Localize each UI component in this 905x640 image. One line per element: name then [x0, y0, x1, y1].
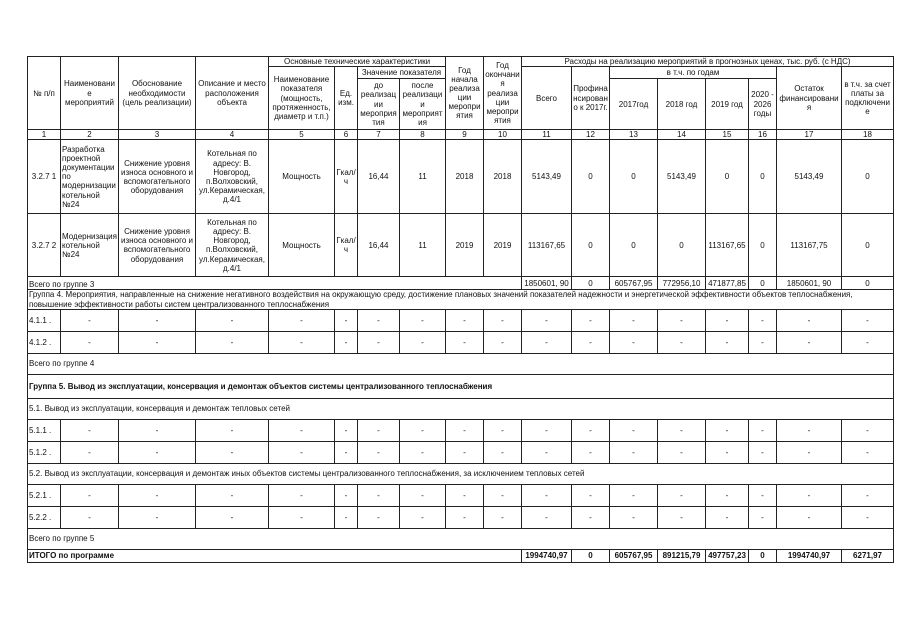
- hdr-by-years: в т.ч. по годам: [610, 67, 777, 79]
- colnum: 13: [610, 130, 658, 140]
- hdr-after: после реализации мероприятия: [400, 79, 446, 130]
- g3-2019: 471877,85: [706, 277, 749, 290]
- dash-cell: -: [61, 441, 119, 463]
- dash-cell: -: [749, 506, 777, 528]
- row-2018: 5143,49: [658, 140, 706, 214]
- row-num: 3.2.7 1: [28, 140, 61, 214]
- dash-cell: -: [572, 309, 610, 331]
- row-fee: 0: [842, 140, 894, 214]
- hdr-costs: Расходы на реализацию мероприятий в прогнозных ценах, тыс. руб. (с НДС): [522, 57, 894, 67]
- gt-2018: 891215,79: [658, 549, 706, 562]
- table-row: [28, 441, 894, 463]
- colnum: 6: [335, 130, 358, 140]
- hdr-2020-2026: 2020 - 2026 годы: [749, 79, 777, 130]
- g3-total: 1850601, 90: [522, 277, 572, 290]
- dash-cell: -: [777, 441, 842, 463]
- hdr-unit: Ед. изм.: [335, 67, 358, 130]
- dash-cell: -: [484, 506, 522, 528]
- table-row: [28, 140, 894, 214]
- hdr-param-name: Наименование показателя (мощность, протяженность, диаметр и т.п.): [269, 67, 335, 130]
- group4-title: Группа 4. Мероприятия, направленные на снижение негативного воздействия на окружающую среду, достижение плановых значений показателей надежности и энергетической эффективности объектов теплоснабжения, повышение эффективности работы систем централизованного теплоснабжения: [28, 290, 894, 309]
- row-num: 5.1.2 .: [28, 441, 61, 463]
- row-2020: 0: [749, 140, 777, 214]
- dash-cell: -: [749, 441, 777, 463]
- dash-cell: -: [269, 441, 335, 463]
- dash-cell: -: [484, 484, 522, 506]
- hdr-description: Описание и место расположения объекта: [196, 57, 269, 130]
- dash-cell: -: [269, 419, 335, 441]
- row-reason: Снижение уровня износа основного и вспомогательного оборудования: [119, 140, 196, 214]
- hdr-2019: 2019 год: [706, 79, 749, 130]
- dash-cell: -: [522, 419, 572, 441]
- dash-cell: -: [119, 441, 196, 463]
- dash-cell: -: [61, 506, 119, 528]
- dash-cell: -: [842, 484, 894, 506]
- dash-cell: -: [61, 484, 119, 506]
- dash-cell: -: [446, 309, 484, 331]
- dash-cell: -: [777, 309, 842, 331]
- group5-sub1: 5.1. Вывод из эксплуатации, консервация и демонтаж тепловых сетей: [28, 398, 894, 419]
- table-row: [28, 331, 894, 353]
- hdr-before: до реализации мероприятия: [358, 79, 400, 130]
- dash-cell: -: [400, 331, 446, 353]
- hdr-2018: 2018 год: [658, 79, 706, 130]
- dash-cell: -: [446, 484, 484, 506]
- dash-cell: -: [572, 484, 610, 506]
- dash-cell: -: [522, 331, 572, 353]
- dash-cell: -: [335, 441, 358, 463]
- dash-cell: -: [335, 419, 358, 441]
- dash-cell: -: [749, 309, 777, 331]
- dash-cell: -: [269, 506, 335, 528]
- gt-2020: 0: [749, 549, 777, 562]
- hdr-financed: Профинансировано к 2017г.: [572, 67, 610, 130]
- row-before: 16,44: [358, 140, 400, 214]
- dash-cell: -: [572, 331, 610, 353]
- dash-cell: -: [658, 441, 706, 463]
- colnum: 14: [658, 130, 706, 140]
- dash-cell: -: [269, 309, 335, 331]
- dash-cell: -: [196, 441, 269, 463]
- dash-cell: -: [400, 309, 446, 331]
- row-2017: 0: [610, 214, 658, 277]
- column-numbers-row: [28, 130, 894, 140]
- dash-cell: -: [706, 419, 749, 441]
- g3-remain: 1850601, 90: [777, 277, 842, 290]
- row-2019: 113167,65: [706, 214, 749, 277]
- table-row: [28, 214, 894, 277]
- dash-cell: -: [749, 484, 777, 506]
- row-before: 16,44: [358, 214, 400, 277]
- dash-cell: -: [522, 441, 572, 463]
- group5-title: Группа 5. Вывод из эксплуатации, консервация и демонтаж объектов системы централизованного теплоснабжения: [28, 374, 894, 398]
- dash-cell: -: [196, 331, 269, 353]
- gt-remain: 1994740,97: [777, 549, 842, 562]
- row-end: 2019: [484, 214, 522, 277]
- gt-fee: 6271,97: [842, 549, 894, 562]
- dash-cell: -: [119, 419, 196, 441]
- dash-cell: -: [446, 419, 484, 441]
- hdr-values: Значение показателя: [358, 67, 446, 79]
- group3-total-row: [28, 277, 894, 290]
- row-2019: 0: [706, 140, 749, 214]
- row-num: 4.1.2 .: [28, 331, 61, 353]
- dash-cell: -: [358, 331, 400, 353]
- row-after: 11: [400, 140, 446, 214]
- table-row: [28, 506, 894, 528]
- colnum: 18: [842, 130, 894, 140]
- table-row: [28, 484, 894, 506]
- dash-cell: -: [358, 441, 400, 463]
- g3-2018: 772956,10: [658, 277, 706, 290]
- hdr-end-year: Год окончания реализации мероприятия: [484, 57, 522, 130]
- dash-cell: -: [119, 309, 196, 331]
- row-num: 5.2.1 .: [28, 484, 61, 506]
- dash-cell: -: [400, 441, 446, 463]
- dash-cell: -: [706, 309, 749, 331]
- dash-cell: -: [749, 419, 777, 441]
- gt-financed: 0: [572, 549, 610, 562]
- dash-cell: -: [484, 331, 522, 353]
- table-row: [28, 309, 894, 331]
- dash-cell: -: [358, 419, 400, 441]
- dash-cell: -: [572, 419, 610, 441]
- dash-cell: -: [522, 309, 572, 331]
- hdr-start-year: Год начала реализации мероприятия: [446, 57, 484, 130]
- dash-cell: -: [777, 419, 842, 441]
- gt-total: 1994740,97: [522, 549, 572, 562]
- row-unit: Гкал/ч: [335, 140, 358, 214]
- dash-cell: -: [196, 506, 269, 528]
- dash-cell: -: [446, 506, 484, 528]
- group5-sub2: 5.2. Вывод из эксплуатации, консервация и демонтаж иных объектов системы централизованного теплоснабжения, за исключением тепловых сетей: [28, 463, 894, 484]
- colnum: 3: [119, 130, 196, 140]
- dash-cell: -: [446, 441, 484, 463]
- dash-cell: -: [658, 506, 706, 528]
- dash-cell: -: [572, 506, 610, 528]
- dash-cell: -: [484, 441, 522, 463]
- dash-cell: -: [658, 484, 706, 506]
- colnum: 9: [446, 130, 484, 140]
- row-unit: Гкал/ч: [335, 214, 358, 277]
- dash-cell: -: [400, 484, 446, 506]
- hdr-name: Наименование мероприятий: [61, 57, 119, 130]
- row-fee: 0: [842, 214, 894, 277]
- colnum: 1: [28, 130, 61, 140]
- hdr-total: Всего: [522, 67, 572, 130]
- dash-cell: -: [658, 331, 706, 353]
- dash-cell: -: [842, 506, 894, 528]
- dash-cell: -: [706, 484, 749, 506]
- dash-cell: -: [61, 309, 119, 331]
- grand-total-row: [28, 549, 894, 562]
- row-reason: Снижение уровня износа основного и вспомогательного оборудования: [119, 214, 196, 277]
- dash-cell: -: [196, 309, 269, 331]
- dash-cell: -: [196, 419, 269, 441]
- row-total: 113167,65: [522, 214, 572, 277]
- dash-cell: -: [842, 331, 894, 353]
- dash-cell: -: [400, 419, 446, 441]
- colnum: 12: [572, 130, 610, 140]
- dash-cell: -: [658, 419, 706, 441]
- dash-cell: -: [610, 331, 658, 353]
- colnum: 7: [358, 130, 400, 140]
- colnum: 16: [749, 130, 777, 140]
- gt-2017: 605767,95: [610, 549, 658, 562]
- dash-cell: -: [842, 309, 894, 331]
- dash-cell: -: [61, 331, 119, 353]
- dash-cell: -: [400, 506, 446, 528]
- dash-cell: -: [777, 484, 842, 506]
- investment-program-table: [27, 56, 894, 563]
- row-financed: 0: [572, 140, 610, 214]
- gt-2019: 497757,23: [706, 549, 749, 562]
- g3-2017: 605767,95: [610, 277, 658, 290]
- colnum: 5: [269, 130, 335, 140]
- dash-cell: -: [484, 419, 522, 441]
- dash-cell: -: [749, 331, 777, 353]
- colnum: 11: [522, 130, 572, 140]
- colnum: 17: [777, 130, 842, 140]
- hdr-num: № п/п: [28, 57, 61, 130]
- row-remain: 113167,75: [777, 214, 842, 277]
- row-financed: 0: [572, 214, 610, 277]
- dash-cell: -: [335, 331, 358, 353]
- dash-cell: -: [777, 506, 842, 528]
- group4-total-label: Всего по группе 4: [28, 353, 894, 374]
- hdr-tech: Основные технические характеристики: [269, 57, 446, 67]
- colnum: 15: [706, 130, 749, 140]
- row-description: Котельная по адресу: В. Новгород, п.Волховский, ул.Керамическая,д.4/1: [196, 140, 269, 214]
- dash-cell: -: [61, 419, 119, 441]
- dash-cell: -: [572, 441, 610, 463]
- group3-total-label: Всего по группе 3: [28, 277, 522, 290]
- dash-cell: -: [196, 484, 269, 506]
- colnum: 2: [61, 130, 119, 140]
- dash-cell: -: [706, 441, 749, 463]
- row-end: 2018: [484, 140, 522, 214]
- group5-total-label: Всего по группе 5: [28, 528, 894, 549]
- dash-cell: -: [842, 419, 894, 441]
- dash-cell: -: [119, 331, 196, 353]
- colnum: 4: [196, 130, 269, 140]
- dash-cell: -: [358, 506, 400, 528]
- dash-cell: -: [610, 506, 658, 528]
- hdr-remain: Остаток финансирования: [777, 67, 842, 130]
- dash-cell: -: [610, 309, 658, 331]
- dash-cell: -: [335, 484, 358, 506]
- dash-cell: -: [335, 506, 358, 528]
- hdr-fee: в т.ч. за счет платы за подключение: [842, 67, 894, 130]
- colnum: 10: [484, 130, 522, 140]
- row-num: 3.2.7 2: [28, 214, 61, 277]
- dash-cell: -: [269, 484, 335, 506]
- dash-cell: -: [358, 484, 400, 506]
- grand-total-label: ИТОГО по программе: [28, 549, 522, 562]
- row-param: Мощность: [269, 140, 335, 214]
- dash-cell: -: [610, 441, 658, 463]
- dash-cell: -: [446, 331, 484, 353]
- dash-cell: -: [610, 419, 658, 441]
- row-description: Котельная по адресу: В. Новгород, п.Волховский, ул.Керамическая,д.4/1: [196, 214, 269, 277]
- row-num: 5.2.2 .: [28, 506, 61, 528]
- row-name: Модернизация котельной №24: [61, 214, 119, 277]
- dash-cell: -: [119, 506, 196, 528]
- row-num: 4.1.1 .: [28, 309, 61, 331]
- dash-cell: -: [610, 484, 658, 506]
- row-num: 5.1.1 .: [28, 419, 61, 441]
- colnum: 8: [400, 130, 446, 140]
- hdr-reason: Обоснование необходимости (цель реализации): [119, 57, 196, 130]
- dash-cell: -: [119, 484, 196, 506]
- row-2020: 0: [749, 214, 777, 277]
- g3-fee: 0: [842, 277, 894, 290]
- dash-cell: -: [522, 506, 572, 528]
- row-remain: 5143,49: [777, 140, 842, 214]
- table-row: [28, 419, 894, 441]
- g3-financed: 0: [572, 277, 610, 290]
- dash-cell: -: [335, 309, 358, 331]
- row-2018: 0: [658, 214, 706, 277]
- dash-cell: -: [777, 331, 842, 353]
- dash-cell: -: [522, 484, 572, 506]
- row-start: 2018: [446, 140, 484, 214]
- row-start: 2019: [446, 214, 484, 277]
- hdr-2017: 2017год: [610, 79, 658, 130]
- dash-cell: -: [706, 331, 749, 353]
- row-2017: 0: [610, 140, 658, 214]
- row-name: Разработка проектной документации по модернизации котельной №24: [61, 140, 119, 214]
- row-total: 5143,49: [522, 140, 572, 214]
- dash-cell: -: [658, 309, 706, 331]
- dash-cell: -: [358, 309, 400, 331]
- dash-cell: -: [269, 331, 335, 353]
- row-after: 11: [400, 214, 446, 277]
- dash-cell: -: [484, 309, 522, 331]
- dash-cell: -: [706, 506, 749, 528]
- dash-cell: -: [842, 441, 894, 463]
- g3-2020: 0: [749, 277, 777, 290]
- row-param: Мощность: [269, 214, 335, 277]
